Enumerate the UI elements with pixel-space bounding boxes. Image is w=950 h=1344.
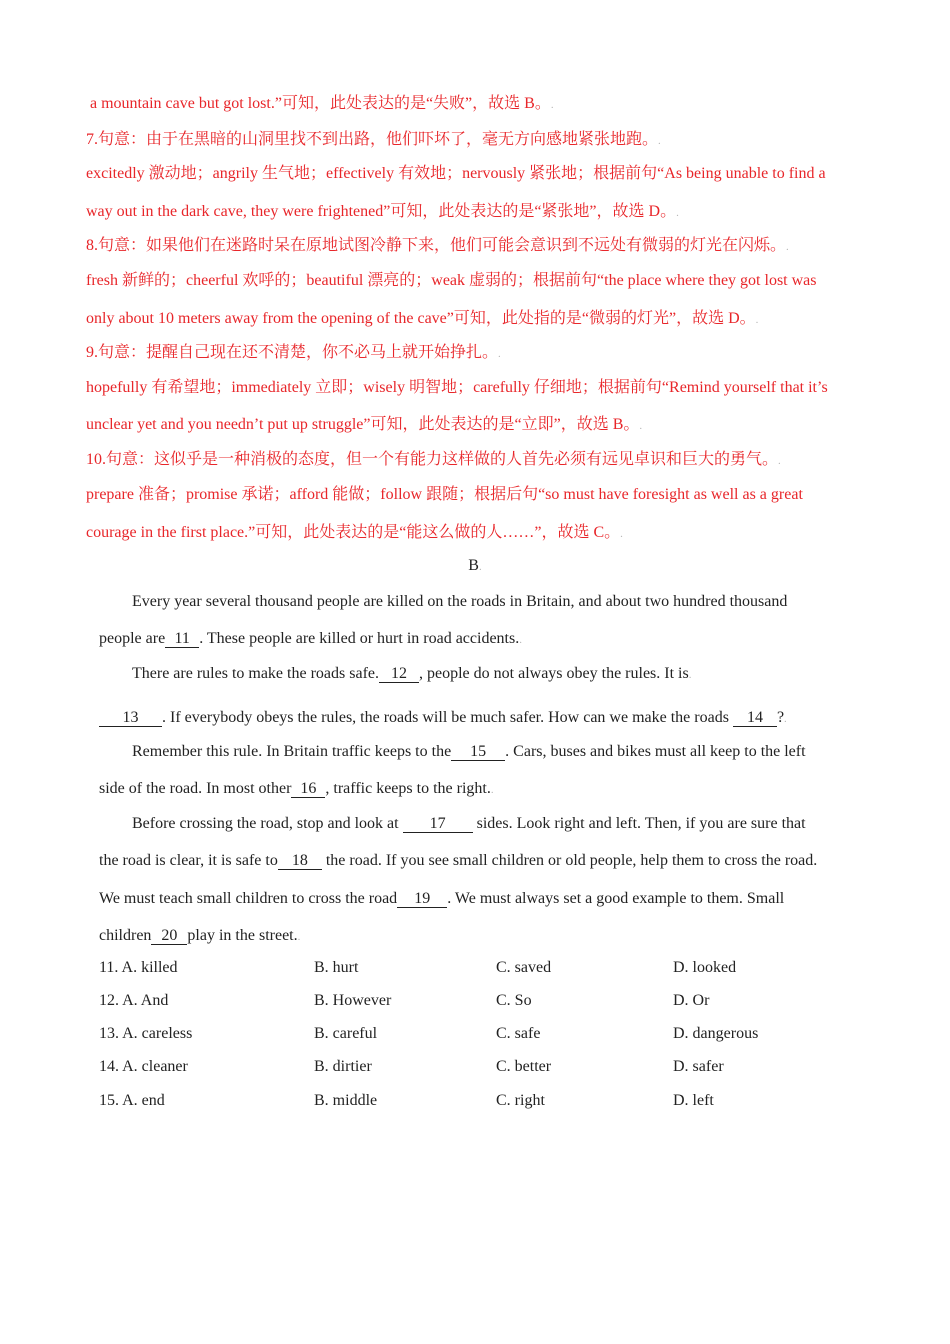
answer-line: a mountain cave but got lost.”可知，此处表达的是“失败”，故选 B。. [90,95,554,112]
answer-line: prepare 准备；promise 承诺；afford 能做；follow 跟随；根据后句“so must have foresight as well as a great [86,486,803,503]
blank-20: 20 [151,928,187,945]
answer-line: hopefully 有希望地；immediately 立即；wisely 明智地；carefully 仔细地；根据前句“Remind yourself that it’s [86,379,828,396]
passage-line: We must teach small children to cross the road 19 . We must always set a good example to them. Small [99,890,785,907]
answer-line: courage in the first place.”可知，此处表达的是“能这么做的人……”，故选 C。. [86,524,623,541]
passage-line: Before crossing the road, stop and look at 17 sides. Look right and left. Then, if you are sure that [132,815,806,832]
option-a: A. end [122,1092,165,1109]
blank-13: 13 [99,710,162,727]
question-number: 15. [99,1092,119,1109]
answer-line: 7.句意：由于在黑暗的山洞里找不到出路，他们吓坏了，毫无方向感地紧张地跑。. [86,131,661,148]
option-b: B. careful [314,1025,378,1042]
answer-line: unclear yet and you needn’t put up struggle”可知，此处表达的是“立即”，故选 B。. [86,416,643,433]
passage-line: the road is clear, it is safe to 18 the road. If you see small children or old people, help them to cross the road. [99,852,818,869]
blank-17: 17 [403,816,473,833]
passage-line: Every year several thousand people are killed on the roads in Britain, and about two hundred thousand [132,593,788,610]
passage-line: side of the road. In most other 16 , traffic keeps to the right.. [99,780,494,797]
passage-line: people are 11 . These people are killed or hurt in road accidents.. [99,630,522,647]
option-c: C. better [496,1058,552,1075]
answer-line: way out in the dark cave, they were frightened”可知，此处表达的是“紧张地”，故选 D。. [86,203,679,220]
answer-line: 8.句意：如果他们在迷路时呆在原地试图冷静下来，他们可能会意识到不远处有微弱的灯光在闪烁。. [86,237,789,254]
option-c: C. So [496,992,532,1009]
answer-line: only about 10 meters away from the opening of the cave”可知，此处指的是“微弱的灯光”，故选 D。. [86,310,759,327]
option-a: A. cleaner [122,1058,188,1075]
answer-line: 9.句意：提醒自己现在还不清楚，你不必马上就开始挣扎。. [86,344,501,361]
answer-line: 10.句意：这似乎是一种消极的态度，但一个有能力这样做的人首先必须有远见卓识和巨大的勇气。. [86,451,781,468]
option-a: A. killed [121,959,178,976]
question-number: 13. [99,1025,119,1042]
answer-line: excitedly 激动地；angrily 生气地；effectively 有效地；nervously 紧张地；根据前句“As being unable to find a [86,165,826,182]
passage-line: 13 . If everybody obeys the rules, the roads will be much safer. How can we make the roads 14 ?. [99,709,787,727]
passage-line: children 20 play in the street.. [99,927,301,944]
blank-12: 12 [379,666,419,683]
blank-15: 15 [451,744,505,761]
section-label: B. [468,557,482,574]
passage-line: There are rules to make the roads safe. 12 , people do not always obey the rules. It is. [132,665,692,682]
blank-19: 19 [397,891,447,908]
question-number: 11. [99,959,119,976]
option-d: D. left [673,1092,714,1109]
question-number: 14. [99,1058,119,1075]
option-d: D. safer [673,1058,724,1075]
option-d: D. dangerous [673,1025,759,1042]
option-b: B. However [314,992,392,1009]
blank-14: 14 [733,710,777,727]
blank-18: 18 [278,853,322,870]
option-b: B. dirtier [314,1058,372,1075]
option-a: A. careless [122,1025,193,1042]
blank-16: 16 [291,781,325,798]
option-c: C. safe [496,1025,541,1042]
option-b: B. middle [314,1092,378,1109]
option-d: D. looked [673,959,737,976]
option-d: D. Or [673,992,710,1009]
option-a: A. And [122,992,169,1009]
option-b: B. hurt [314,959,359,976]
question-number: 12. [99,992,119,1009]
answer-line: fresh 新鲜的；cheerful 欢呼的；beautiful 漂亮的；weak 虚弱的；根据前句“the place where they got lost was [86,272,817,289]
blank-11: 11 [165,631,199,648]
option-c: C. saved [496,959,552,976]
option-c: C. right [496,1092,545,1109]
passage-line: Remember this rule. In Britain traffic keeps to the 15 . Cars, buses and bikes must all keep to the left [132,743,806,760]
